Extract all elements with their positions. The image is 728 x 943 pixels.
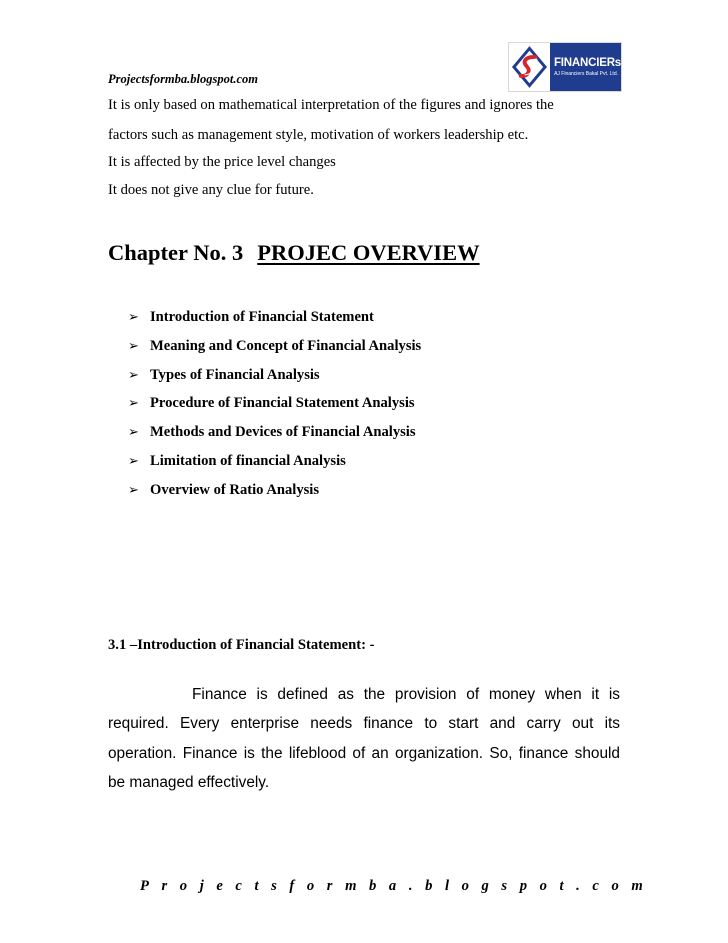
intro-line-1: It is only based on mathematical interpretation of the figures and ignores the: [108, 97, 554, 113]
topic-label: Introduction of Financial Statement: [150, 309, 374, 325]
logo-tagline: AJ Financiers Bakal Pvt. Ltd.: [554, 71, 618, 77]
page-footer: Projectsformba.blogspot.com: [140, 878, 656, 894]
financiers-logo: [508, 42, 622, 92]
list-item: [128, 338, 421, 367]
arrow-bullet-icon: ➢: [128, 396, 139, 412]
list-item: [128, 453, 421, 482]
logo-brand-text: FINANCIERs: [553, 57, 621, 69]
arrow-bullet-icon: ➢: [128, 338, 139, 354]
list-item: [128, 395, 421, 424]
intro-line-4: It does not give any clue for future.: [108, 182, 314, 198]
list-item: [128, 309, 421, 338]
intro-line-2: factors such as management style, motivation of workers leadership etc.: [108, 127, 529, 143]
topic-label: Meaning and Concept of Financial Analysis: [150, 337, 422, 354]
topic-label: Procedure of Financial Statement Analysis: [150, 395, 415, 412]
logo-band: [550, 43, 621, 91]
arrow-bullet-icon: ➢: [128, 482, 139, 498]
list-item: [128, 367, 421, 396]
chapter-number: Chapter No. 3: [108, 240, 244, 265]
section-body-paragraph: Finance is defined as the provision of money when it is required. Every enterprise needs finance to start and carry out its operation. Finance is the lifeblood of an organization. So, finance should be managed effectively.: [108, 686, 620, 791]
topic-label: Limitation of financial Analysis: [150, 452, 346, 469]
list-item: [128, 424, 421, 453]
arrow-bullet-icon: ➢: [128, 310, 139, 325]
topic-label: Methods and Devices of Financial Analysis: [150, 424, 416, 441]
site-header: Projectsformba.blogspot.com: [108, 72, 258, 86]
topic-label: Types of Financial Analysis: [150, 366, 320, 383]
arrow-bullet-icon: ➢: [128, 425, 139, 441]
chapter-heading: [108, 240, 480, 266]
chapter-title: PROJEC OVERVIEW: [257, 240, 480, 265]
topic-list: [128, 309, 421, 511]
arrow-bullet-icon: ➢: [128, 367, 139, 383]
list-item: [128, 482, 421, 511]
financiers-logo-mark-icon: [509, 43, 550, 91]
topic-label: Overview of Ratio Analysis: [150, 481, 320, 498]
intro-line-3: It is affected by the price level changes: [108, 154, 336, 170]
section-heading: 3.1 –Introduction of Financial Statement: -: [108, 637, 375, 653]
arrow-bullet-icon: ➢: [128, 453, 139, 469]
